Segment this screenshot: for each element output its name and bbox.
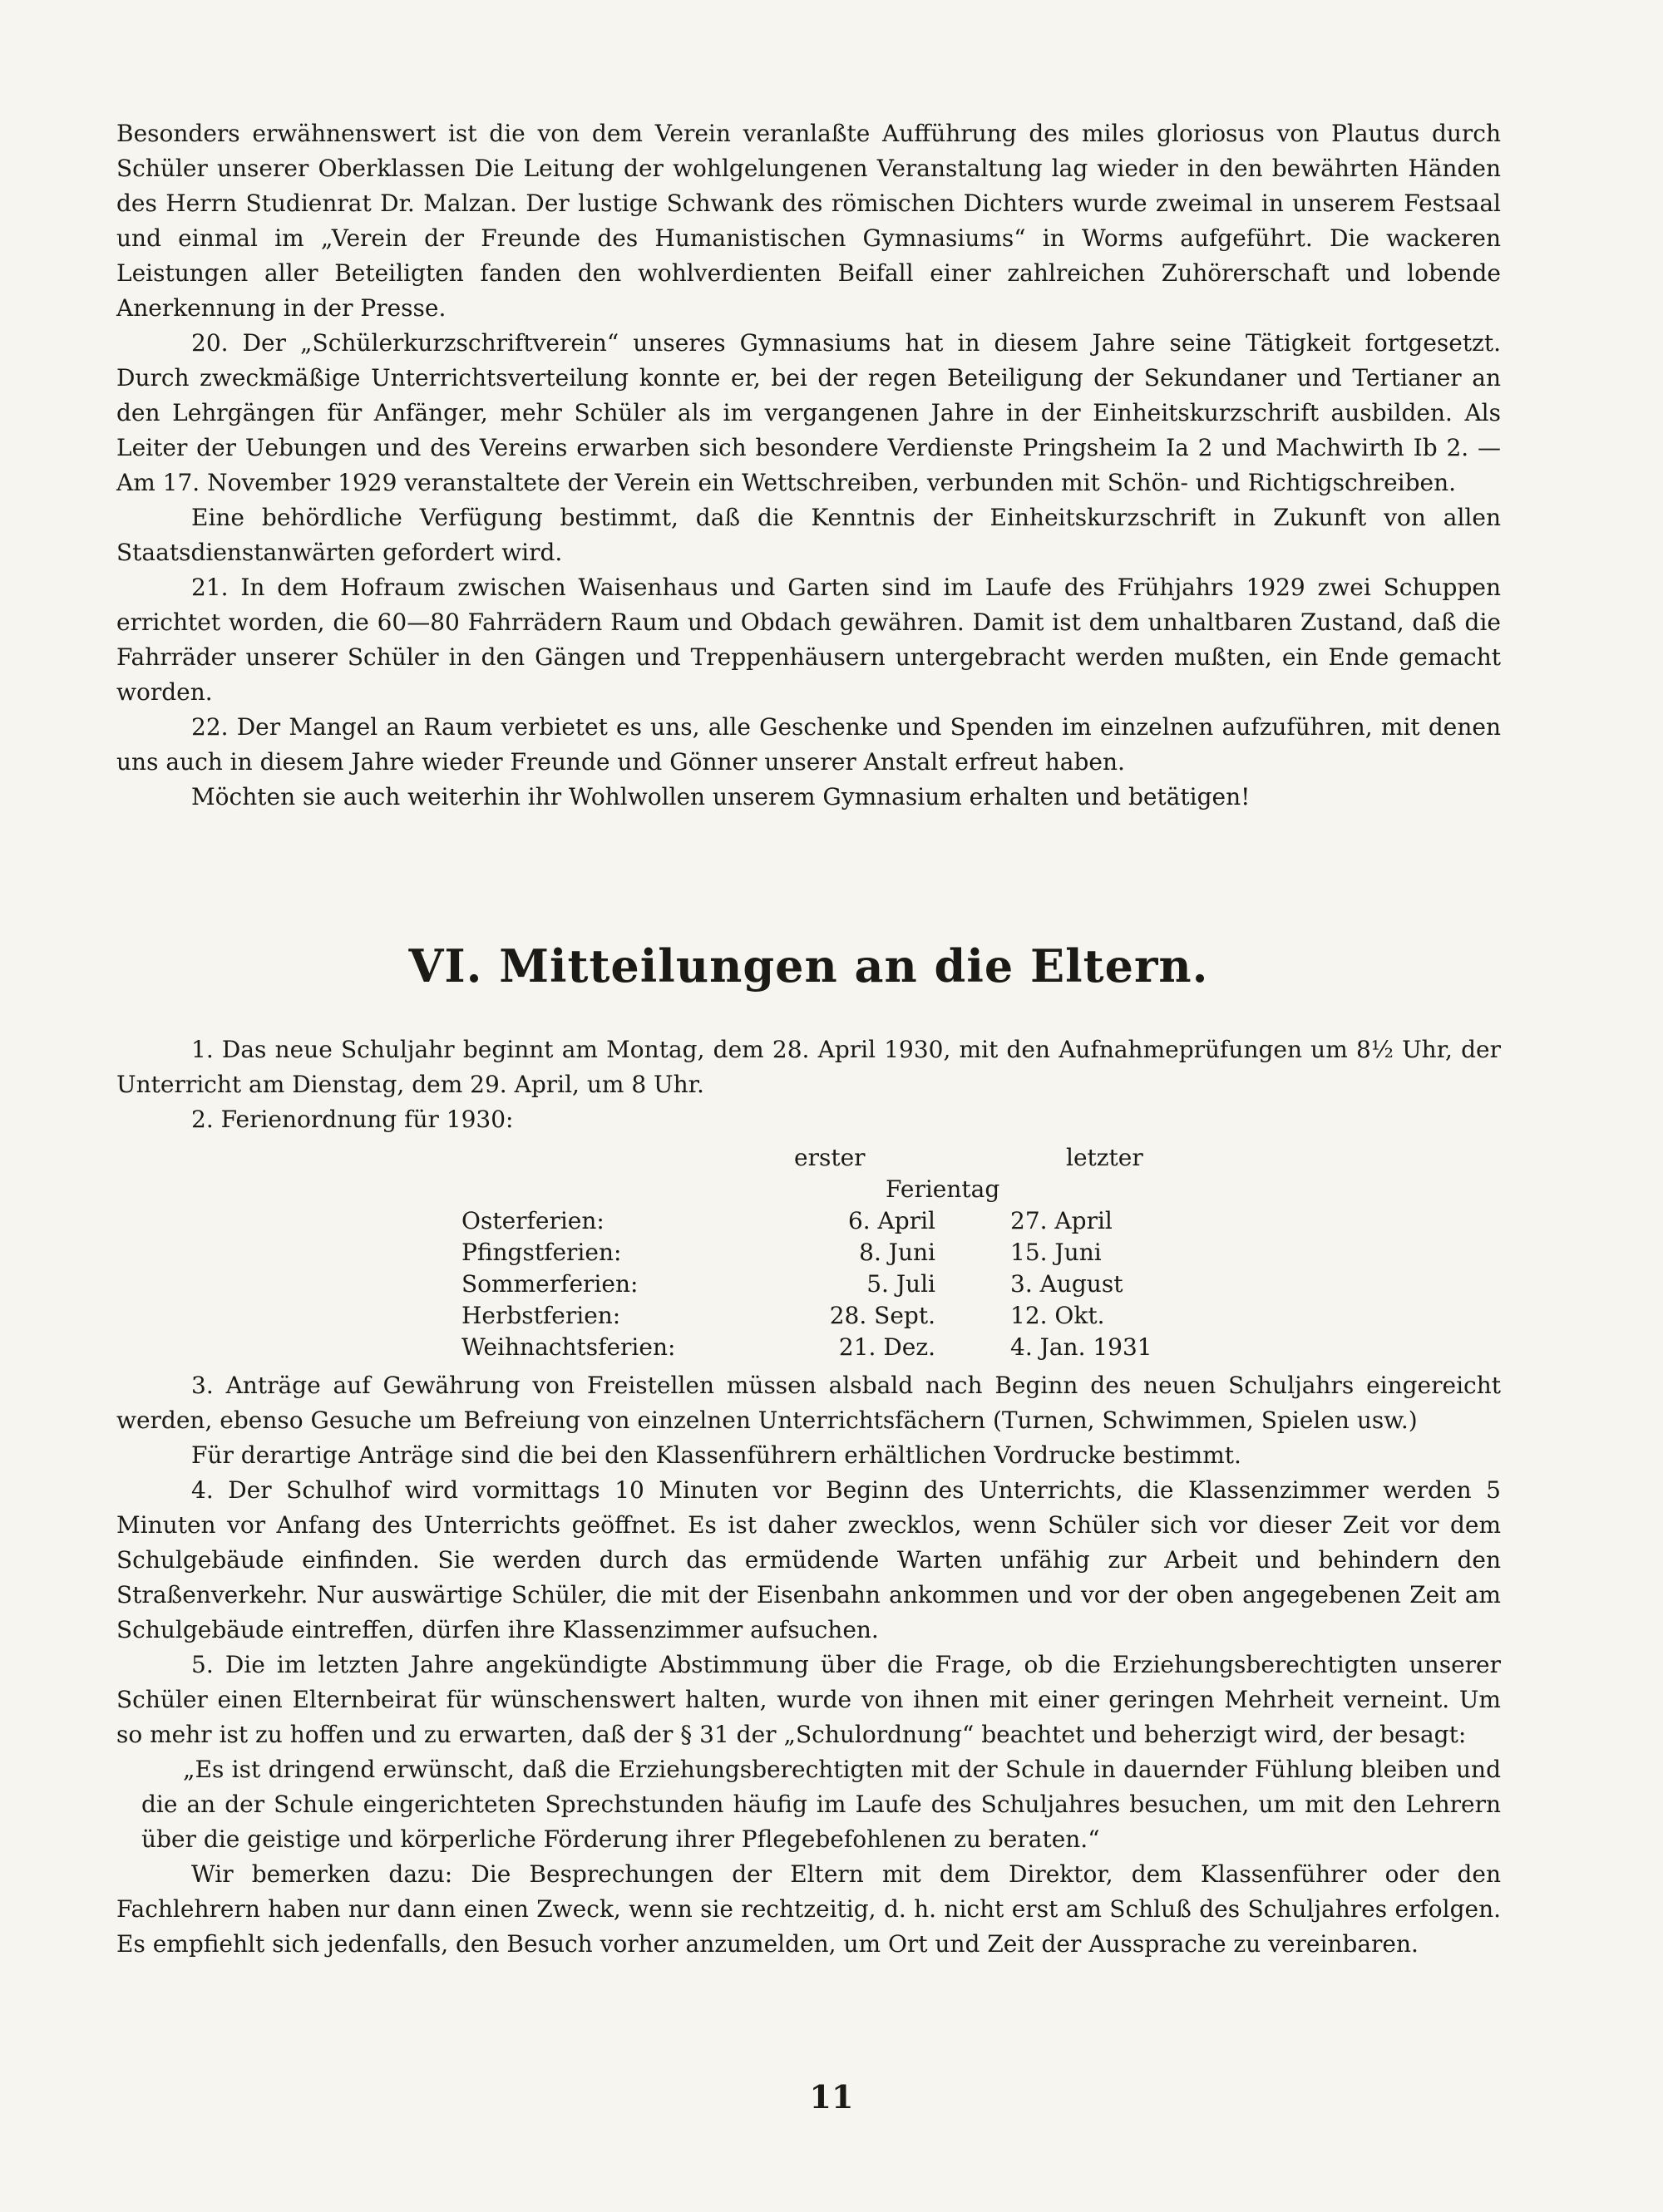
item-5-besprechungen: Wir bemerken dazu: Die Besprechungen der Eltern mit dem Direktor, dem Klassenführer oder den Fachlehrern haben nur dann einen Zweck, wenn sie rechtzeitig, d. h. nicht erst am Schluß des Schuljahres erfolgen. Es empfiehlt sich jedenfalls, den Besuch vorher anzumelden, um Ort und Zeit der Aussprache zu vereinbaren.	[116, 1860, 1501, 1958]
col-header-letzter: letzter	[1066, 1144, 1143, 1171]
ferien-name: Sommerferien:	[461, 1270, 639, 1298]
item-5-elternbeirat: 5. Die im letzten Jahre angekündigte Abstimmung über die Frage, ob die Erziehungsberechtigten unserer Schüler einen Elternbeirat für wünschenswert halten, wurde von ihnen mit einer geringen Mehrheit verneint. Um so mehr ist zu hoffen und zu erwarten, daß der § 31 der „Schulordnung“ beachtet und beherzigt wird, der besagt:	[116, 1651, 1501, 1748]
page-number: 11	[809, 2078, 854, 2116]
table-row	[461, 1269, 1152, 1300]
ferien-first-day: 21. Dez.	[838, 1333, 935, 1361]
ferien-table	[116, 1142, 1501, 1363]
paragraph-20-verfuegung: Eine behördliche Verfügung bestimmt, daß die Kenntnis der Einheitskurzschrift in Zukunft von allen Staatsdienstanwärten gefordert wird.	[116, 504, 1501, 566]
ferien-first-day: 8. Juni	[859, 1239, 935, 1266]
item-1-schuljahr: 1. Das neue Schuljahr beginnt am Montag, dem 28. April 1930, mit den Aufnahmeprüfungen um 8½ Uhr, der Unterricht am Dienstag, dem 29. April, um 8 Uhr.	[116, 1036, 1501, 1098]
ferien-table-header	[116, 1142, 1501, 1205]
ferien-rows	[461, 1205, 1152, 1363]
ferien-first-day: 6. April	[847, 1207, 935, 1234]
page-content	[116, 116, 1501, 1962]
ferien-name: Osterferien:	[461, 1207, 605, 1234]
paragraph-miles-gloriosus: Besonders erwähnenswert ist die von dem Verein veranlaßte Aufführung des miles gloriosus von Plautus durch Schüler unserer Oberklassen Die Leitung der wohlgelungenen Veranstaltung lag wieder in den bewährten Händen des Herrn Studienrat Dr. Malzan. Der lustige Schwank des römischen Dichters wurde zweimal in unserem Festsaal und einmal im „Verein der Freunde des Humanistischen Gymnasiums“ in Worms aufgeführt. Die wackeren Leistungen aller Beteiligten fanden den wohlverdienten Beifall einer zahlreichen Zuhörerschaft und lobende Anerkennung in der Presse.	[116, 120, 1501, 322]
table-row	[461, 1205, 1152, 1237]
item-2-ferienordnung: 2. Ferienordnung für 1930:	[191, 1106, 514, 1133]
ferien-name: Herbstferien:	[461, 1302, 621, 1329]
quote-schulordnung: „Es ist dringend erwünscht, daß die Erziehungsberechtigten mit der Schule in dauernder Fühlung bleiben und die an der Schule eingerichteten Sprechstunden häufig im Laufe des Schuljahres besuchen, um mit den Lehrern über die geistige und körperliche Förderung ihrer Pflegebefohlenen zu beraten.“	[141, 1756, 1501, 1853]
paragraph-22-wohlwollen: Möchten sie auch weiterhin ihr Wohlwollen unserem Gymnasium erhalten und betätigen!	[191, 783, 1251, 810]
item-3-freistellen: 3. Anträge auf Gewährung von Freistellen müssen alsbald nach Beginn des neuen Schuljahrs eingereicht werden, ebenso Gesuche um Befreiung von einzelnen Unterrichtsfächern (Turnen, Schwimmen, Spielen usw.)	[116, 1372, 1501, 1434]
col-header-erster: erster	[794, 1144, 866, 1171]
paragraph-21-fahrradschuppen: 21. In dem Hofraum zwischen Waisenhaus und Garten sind im Laufe des Frühjahrs 1929 zwei Schuppen errichtet worden, die 60—80 Fahrrädern Raum und Obdach gewähren. Damit ist dem unhaltbaren Zustand, daß die Fahrräder unserer Schüler in den Gängen und Treppenhäusern untergebracht werden mußten, ein Ende gemacht worden.	[116, 574, 1501, 706]
ferien-last-day: 27. April	[1010, 1207, 1113, 1234]
section-heading-mitteilungen: VI. Mitteilungen an die Eltern.	[408, 939, 1209, 993]
table-row	[461, 1300, 1152, 1332]
ferien-last-day: 12. Okt.	[1010, 1302, 1105, 1329]
ferien-first-day: 5. Juli	[866, 1270, 935, 1298]
item-4-schulhof: 4. Der Schulhof wird vormittags 10 Minuten vor Beginn des Unterrichts, die Klassenzimmer werden 5 Minuten vor Anfang des Unterrichts geöffnet. Es ist daher zwecklos, wenn Schüler sich vor dieser Zeit vor dem Schulgebäude einfinden. Sie werden durch das ermüdende Warten unfähig zur Arbeit und behindern den Straßenverkehr. Nur auswärtige Schüler, die mit der Eisenbahn ankommen und vor der oben angegebenen Zeit am Schulgebäude eintreffen, dürfen ihre Klassenzimmer aufsuchen.	[116, 1476, 1501, 1643]
paragraph-20-kurzschriftverein: 20. Der „Schülerkurzschriftverein“ unseres Gymnasiums hat in diesem Jahre seine Tätigkeit fortgesetzt. Durch zweckmäßige Unterrichtsverteilung konnte er, bei der regen Beteiligung der Sekundaner und Tertianer an den Lehrgängen für Anfänger, mehr Schüler als im vergangenen Jahre in der Einheitskurzschrift ausbilden. Als Leiter der Uebungen und des Vereins erwarben sich besondere Verdienste Pringsheim Ia 2 und Machwirth Ib 2. — Am 17. November 1929 veranstaltete der Verein ein Wettschreiben, verbunden mit Schön- und Richtigschreiben.	[116, 329, 1501, 496]
ferien-name: Weihnachtsferien:	[461, 1333, 676, 1361]
table-row	[461, 1237, 1152, 1269]
ferien-last-day: 15. Juni	[1010, 1239, 1102, 1266]
table-row	[461, 1332, 1152, 1363]
paragraph-22-geschenke: 22. Der Mangel an Raum verbietet es uns, alle Geschenke und Spenden im einzelnen aufzuführen, mit denen uns auch in diesem Jahre wieder Freunde und Gönner unserer Anstalt erfreut haben.	[116, 713, 1501, 776]
ferien-first-day: 28. Sept.	[829, 1302, 935, 1329]
col-header-ferientag: Ferientag	[886, 1175, 1000, 1203]
ferien-name: Pfingstferien:	[461, 1239, 622, 1266]
ferien-last-day: 3. August	[1010, 1270, 1123, 1298]
item-3-vordrucke: Für derartige Anträge sind die bei den Klassenführern erhältlichen Vordrucke bestimmt.	[191, 1441, 1241, 1469]
ferien-last-day: 4. Jan. 1931	[1010, 1333, 1152, 1361]
